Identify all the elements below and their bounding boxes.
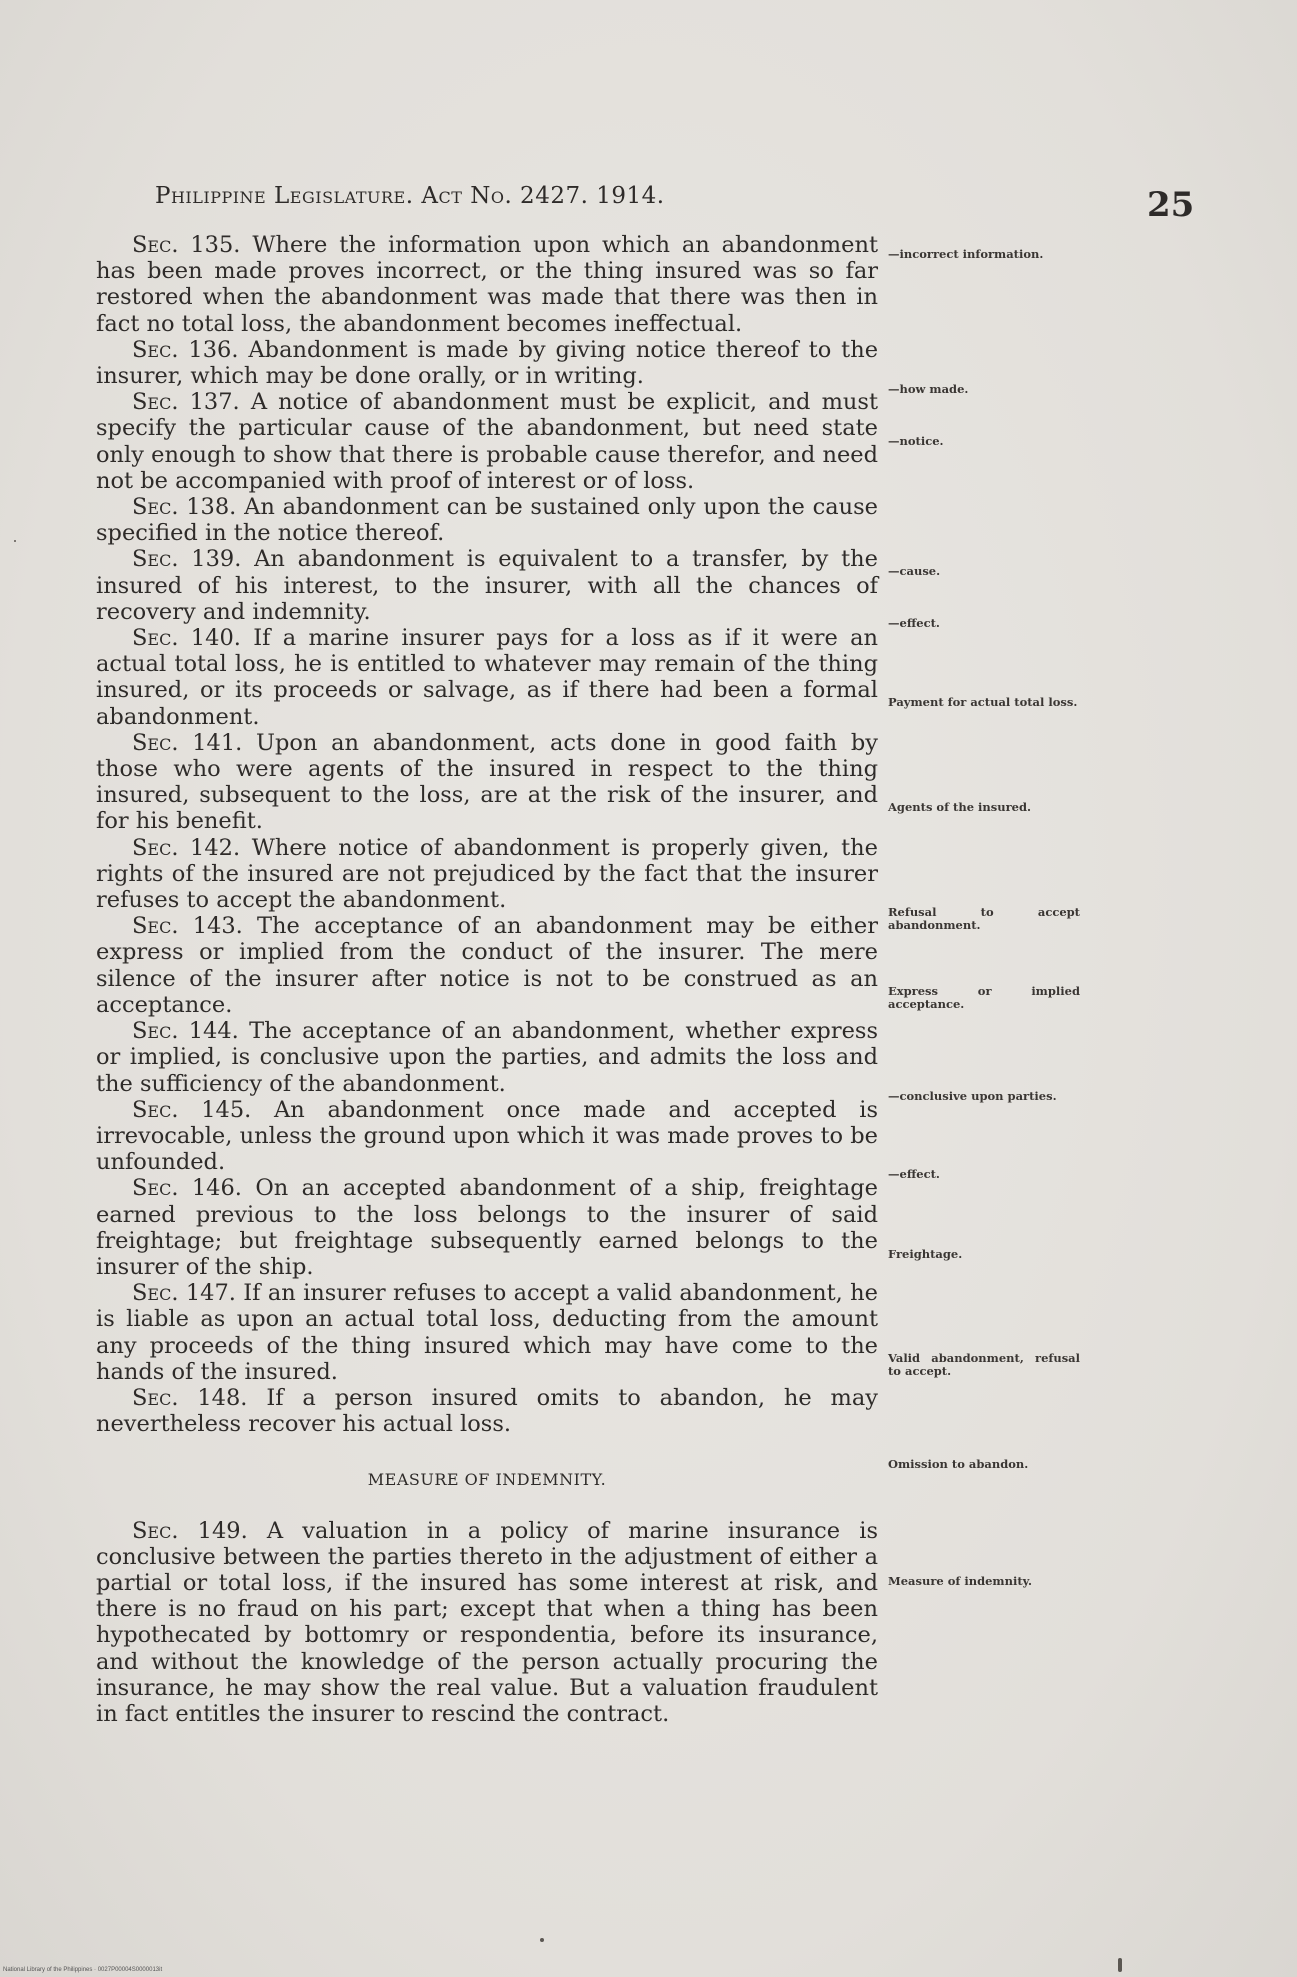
side-note: Express or implied acceptance.	[888, 984, 1080, 1011]
section-137	[96, 389, 878, 494]
section-number: Sec. 144.	[132, 1018, 239, 1045]
section-text: An abandonment once made and accepted is irrevocable, unless the ground upon which it was made proves to be unfounded.	[96, 1096, 878, 1176]
section-142	[96, 835, 878, 914]
side-note: —effect.	[888, 616, 940, 630]
side-note: Freightage.	[888, 1247, 963, 1261]
section-number: Sec. 148.	[132, 1384, 248, 1411]
paper-speck	[14, 540, 16, 542]
section-text: An abandonment is equivalent to a transfer, by the insured of his interest, to the insurer, with all the chances of recovery and indemnity.	[96, 546, 878, 625]
section-number: Sec. 143.	[132, 913, 243, 940]
section-number: Sec. 137.	[132, 389, 240, 416]
side-note: Valid abandonment, refusal to accept.	[888, 1351, 1080, 1378]
side-note: Payment for actual total loss.	[888, 695, 1078, 709]
section-text: Where the information upon which an abandonment has been made proves incorrect, or the thing insured was so far restored when the abandonment was made that there was then in fact no total loss, the abandonment becomes ineffectual.	[96, 232, 878, 337]
paper-speck	[540, 1938, 544, 1942]
section-heading: MEASURE OF INDEMNITY.	[367, 1470, 607, 1490]
side-note: —effect.	[888, 1167, 940, 1181]
section-146	[96, 1175, 878, 1280]
section-text: Upon an abandonment, acts done in good faith by those who were agents of the insured in respect to the thing insured, subsequent to the loss, are at the risk of the insurer, and for his benefit.	[96, 729, 878, 835]
section-number: Sec. 136.	[132, 336, 239, 363]
section-text: If an insurer refuses to accept a valid abandonment, he is liable as upon an actual total loss, deducting from the amount any proceeds of the thing insured which may have come to the hands of the insured.	[96, 1280, 878, 1385]
section-number: Sec. 142.	[132, 834, 241, 861]
section-text: Where notice of abandonment is properly given, the rights of the insured are not prejudiced by the fact that the insurer refuses to accept the abandonment.	[96, 834, 878, 914]
section-number: Sec. 138.	[132, 494, 237, 521]
section-149	[96, 1518, 878, 1728]
scan-footer: National Library of the Philippines · 0027P00004S0000013it	[3, 1967, 163, 1973]
section-136	[96, 337, 878, 389]
section-number: Sec. 146.	[132, 1175, 242, 1202]
section-147	[96, 1280, 878, 1385]
section-135	[96, 232, 878, 337]
side-note: Agents of the insured.	[888, 800, 1032, 814]
section-139	[96, 546, 878, 625]
paper-speck	[1118, 1958, 1122, 1972]
section-144	[96, 1018, 878, 1097]
section-text: If a person insured omits to abandon, he may nevertheless recover his actual loss.	[96, 1384, 878, 1438]
section-number: Sec. 149.	[132, 1517, 248, 1544]
section-138	[96, 494, 878, 546]
section-text: The acceptance of an abandonment, whether express or implied, is conclusive upon the parties, and admits the loss and the sufficiency of the abandonment.	[96, 1018, 878, 1097]
side-note: Omission to abandon.	[888, 1457, 1029, 1471]
section-140	[96, 625, 878, 730]
section-number: Sec. 147.	[132, 1280, 236, 1307]
body-text	[96, 232, 878, 1727]
section-text: The acceptance of an abandonment may be either express or implied from the conduct of the insurer. The mere silence of the insurer after notice is not to be construed as an acceptance.	[96, 913, 878, 1018]
section-number: Sec. 145.	[132, 1096, 252, 1123]
side-note: —incorrect information.	[888, 247, 1044, 261]
section-number: Sec. 141.	[132, 729, 243, 756]
section-text: A notice of abandonment must be explicit, and must specify the particular cause of the abandonment, but need state only enough to show that there is probable cause therefor, and need not be accompanied with proof of interest or of loss.	[96, 389, 878, 494]
side-note: —how made.	[888, 382, 969, 396]
side-note: —cause.	[888, 564, 941, 578]
page-number: 25	[1147, 185, 1195, 225]
section-text: If a marine insurer pays for a loss as if it were an actual total loss, he is entitled to whatever may remain of the thing insured, or its proceeds or salvage, as if there had been a formal abandonment.	[96, 625, 878, 730]
section-text: A valuation in a policy of marine insurance is conclusive between the parties thereto in the adjustment of either a partial or total loss, if the insured has some interest at risk, and there is no fraud on his part; except that when a thing has been hypothecated by bottomry or respondentia, before its insurance, and without the knowledge of the person actually procuring the insurance, he may show the real value. But a valuation fraudulent in fact entitles the insurer to rescind the contract.	[96, 1517, 878, 1727]
section-141	[96, 730, 878, 835]
side-note: —notice.	[888, 434, 944, 448]
section-143	[96, 913, 878, 1018]
side-note: Refusal to accept abandonment.	[888, 905, 1080, 932]
side-note: Measure of indemnity.	[888, 1574, 1032, 1588]
section-number: Sec. 139.	[132, 546, 242, 573]
section-text: On an accepted abandonment of a ship, freightage earned previous to the loss belongs to the insurer of said freightage; but freightage subsequently earned belongs to the insurer of the ship.	[96, 1175, 878, 1280]
section-145	[96, 1097, 878, 1176]
section-text: Abandonment is made by giving notice thereof to the insurer, which may be done orally, or in writing.	[96, 336, 879, 390]
section-number: Sec. 140.	[132, 625, 241, 652]
section-text: An abandonment can be sustained only upon the cause specified in the notice thereof.	[96, 494, 878, 547]
side-note: —conclusive upon parties.	[888, 1089, 1057, 1103]
section-number: Sec. 135.	[132, 232, 241, 258]
section-148	[96, 1385, 878, 1437]
running-head: Philippine Legislature. Act No. 2427. 1914.	[155, 183, 665, 209]
